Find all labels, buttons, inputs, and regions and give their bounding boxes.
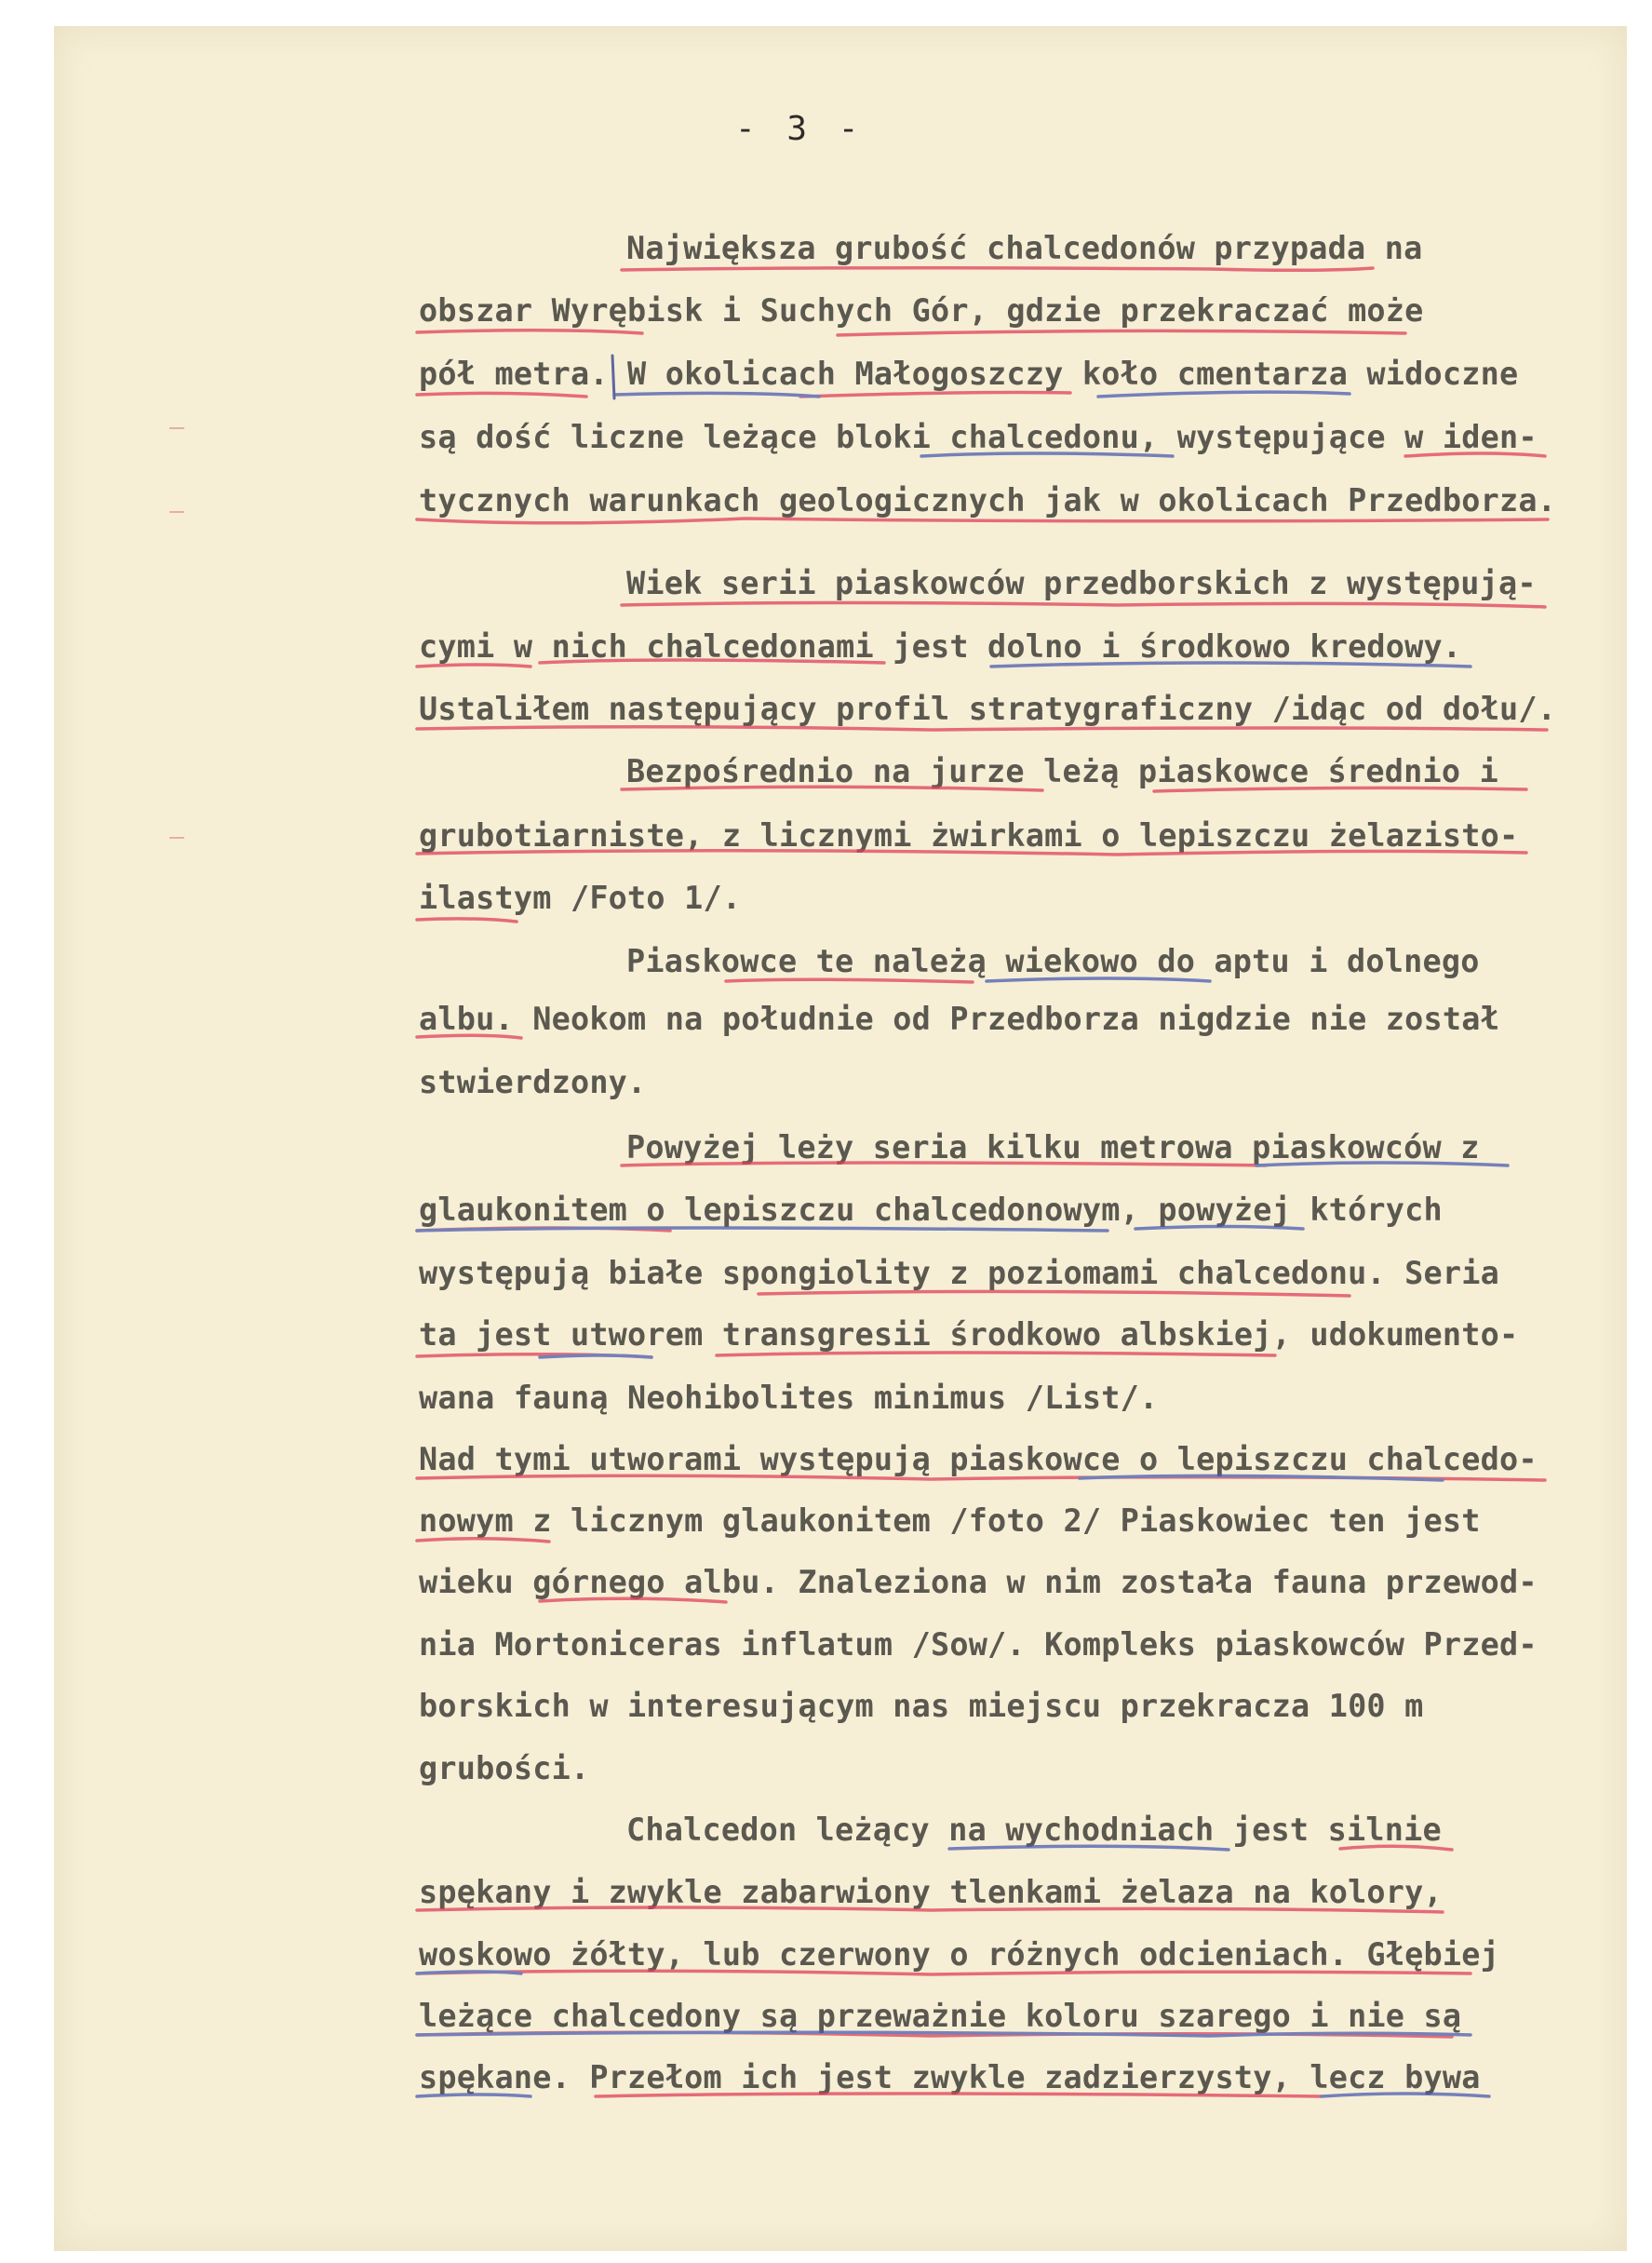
page-number: - 3 - xyxy=(735,110,865,148)
text-line: borskich w interesującym nas miejscu przekracza 100 m xyxy=(419,1688,1424,1724)
text-line: pół metra. W okolicach Małogoszczy koło cmentarza widoczne xyxy=(419,356,1519,392)
text-line: Nad tymi utworami występują piaskowce o lepiszczu chalcedo- xyxy=(419,1441,1538,1477)
text-line: ilastym /Foto 1/. xyxy=(419,880,742,916)
text-line: tycznych warunkach geologicznych jak w okolicach Przedborza. xyxy=(419,482,1557,519)
text-line: glaukonitem o lepiszczu chalcedonowym, powyżej których xyxy=(419,1192,1443,1228)
text-line: występują białe spongiolity z poziomami chalcedonu. Seria xyxy=(419,1255,1500,1291)
text-line: grubotiarniste, z licznymi żwirkami o lepiszczu żelazisto- xyxy=(419,817,1519,854)
text-line: woskowo żółty, lub czerwony o różnych odcieniach. Głębiej xyxy=(419,1936,1500,1973)
text-line: wana fauną Neohibolites minimus /List/. xyxy=(419,1380,1159,1416)
text-line: nia Mortoniceras inflatum /Sow/. Kompleks piaskowców Przed- xyxy=(419,1626,1538,1663)
text-line: spękany i zwykle zabarwiony tlenkami żelaza na kolory, xyxy=(419,1874,1443,1910)
text-line: Ustaliłem następujący profil stratygraficzny /idąc od dołu/. xyxy=(419,691,1557,727)
text-line: spękane. Przełom ich jest zwykle zadzierzysty, lecz bywa xyxy=(419,2059,1481,2095)
binding-marks xyxy=(168,400,186,866)
text-line: Chalcedon leżący na wychodniach jest silnie xyxy=(626,1812,1442,1848)
text-line: grubości. xyxy=(419,1750,590,1786)
text-line: Piaskowce te należą wiekowo do aptu i dolnego xyxy=(626,943,1480,979)
text-line: nowym z licznym glaukonitem /foto 2/ Piaskowiec ten jest xyxy=(419,1502,1481,1539)
text-line: Powyżej leży seria kilku metrowa piaskowców z xyxy=(626,1129,1480,1165)
text-line: leżące chalcedony są przeważnie koloru szarego i nie są xyxy=(419,1998,1462,2034)
text-line: Największa grubość chalcedonów przypada na xyxy=(626,230,1423,266)
text-line: stwierdzony. xyxy=(419,1064,647,1100)
text-line: Bezpośrednio na jurze leżą piaskowce średnio i xyxy=(626,753,1498,789)
text-line: są dość liczne leżące bloki chalcedonu, występujące w iden- xyxy=(419,419,1538,455)
text-line: albu. Neokom na południe od Przedborza nigdzie nie został xyxy=(419,1001,1500,1037)
text-line: ta jest utworem transgresii środkowo albskiej, udokumento- xyxy=(419,1316,1519,1353)
text-line: wieku górnego albu. Znaleziona w nim została fauna przewod- xyxy=(419,1564,1538,1600)
text-line: cymi w nich chalcedonami jest dolno i środkowo kredowy. xyxy=(419,628,1462,665)
text-line: obszar Wyrębisk i Suchych Gór, gdzie przekraczać może xyxy=(419,292,1424,329)
text-line: Wiek serii piaskowców przedborskich z występują- xyxy=(626,565,1537,601)
